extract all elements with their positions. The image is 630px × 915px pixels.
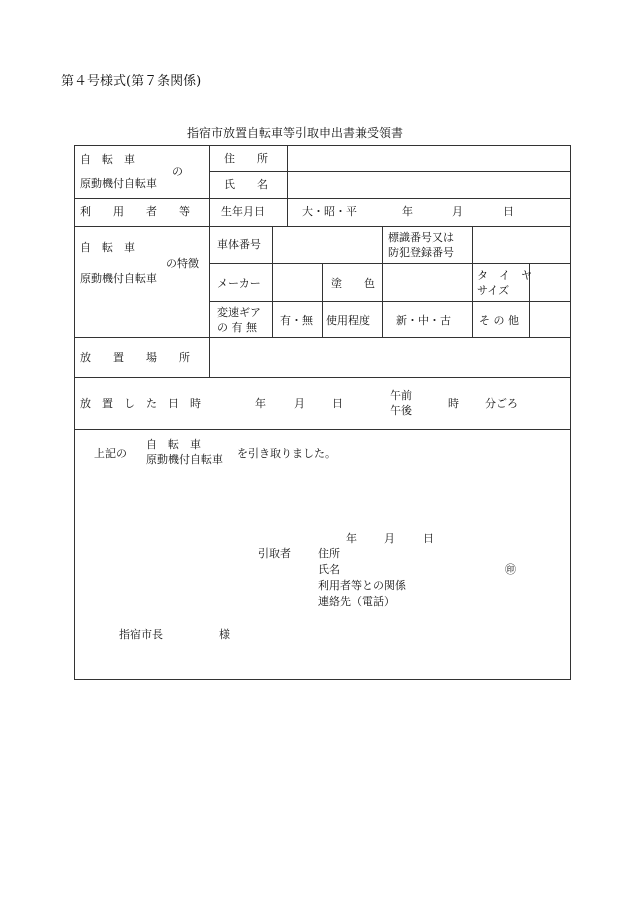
tire-label-line2: サイズ: [477, 284, 510, 297]
user-moped-label: 原動機付自転車: [80, 177, 157, 190]
receipt-day-label: 日: [423, 532, 434, 545]
contact-label: 連絡先（電話）: [318, 595, 395, 608]
user-bicycle-label: 自 転 車: [80, 153, 135, 166]
maker-label: メーカー: [217, 277, 261, 290]
name-field[interactable]: [290, 174, 566, 194]
other-field[interactable]: [532, 304, 568, 334]
receipt-month-label: 月: [384, 532, 395, 545]
dob-day-label: 日: [503, 205, 514, 218]
form-number: 第４号様式(第７条関係): [61, 74, 202, 89]
dob-month-label: 月: [452, 205, 463, 218]
receiver-label: 引取者: [258, 547, 291, 560]
location-label: 放 置 場 所: [80, 351, 190, 364]
gear-label-line2: の 有 無: [217, 321, 257, 334]
features-moped-label: 原動機付自転車: [80, 272, 157, 285]
receiver-name-label: 氏名: [318, 563, 340, 576]
form-title: 指宿市放置自転車等引取申出書兼受領書: [187, 126, 404, 140]
name-label: 氏 名: [224, 178, 268, 191]
receipt-year-label: 年: [346, 532, 357, 545]
registration-label-line2: 防犯登録番号: [388, 246, 454, 259]
paint-label: 塗 色: [331, 277, 375, 290]
minute-approx-label: 分ごろ: [485, 397, 518, 410]
receipt-bicycle: 自 転 車: [146, 438, 201, 451]
datetime-month-label: 月: [294, 397, 305, 410]
body-number-label: 車体番号: [217, 238, 261, 251]
registration-number-field[interactable]: [475, 229, 567, 260]
features-bicycle-label: 自 転 車: [80, 241, 135, 254]
era-options[interactable]: 大・昭・平: [302, 205, 357, 218]
seal-mark: ㊞: [505, 563, 516, 576]
address-field[interactable]: [290, 148, 566, 168]
usage-options[interactable]: 新・中・古: [396, 314, 451, 327]
paint-field[interactable]: [385, 266, 469, 298]
datetime-label: 放 置 し た 日 時: [80, 397, 201, 410]
maker-field[interactable]: [275, 266, 319, 298]
am-option[interactable]: 午前: [390, 389, 412, 402]
pm-option[interactable]: 午後: [390, 404, 412, 417]
usage-label: 使用程度: [326, 314, 370, 327]
relationship-label: 利用者等との関係: [318, 579, 406, 592]
datetime-year-label: 年: [255, 397, 266, 410]
location-field[interactable]: [212, 340, 568, 374]
registration-label-line1: 標識番号又は: [388, 231, 454, 244]
hour-label: 時: [448, 397, 459, 410]
address-label: 住 所: [224, 152, 268, 165]
addressee-label: 指宿市長: [119, 628, 163, 641]
body-number-field[interactable]: [275, 229, 379, 260]
receiver-address-label: 住所: [318, 547, 340, 560]
gear-label-line1: 変速ギア: [217, 306, 261, 319]
dob-year-label: 年: [402, 205, 413, 218]
user-connector-label: の: [172, 165, 183, 178]
gear-options[interactable]: 有・無: [280, 314, 313, 327]
features-connector-label: の特徴: [166, 257, 199, 270]
tire-label-line1: タ イ ヤ: [477, 269, 532, 282]
honorific-label: 様: [219, 628, 230, 641]
receipt-prefix: 上記の: [94, 447, 127, 460]
user-label: 利 用 者 等: [80, 205, 190, 218]
receipt-moped: 原動機付自転車: [146, 453, 223, 466]
receipt-suffix: を引き取りました。: [237, 447, 336, 460]
tire-size-field[interactable]: [532, 266, 568, 298]
dob-label: 生年月日: [221, 205, 265, 218]
other-label: そ の 他: [479, 314, 519, 327]
datetime-day-label: 日: [332, 397, 343, 410]
